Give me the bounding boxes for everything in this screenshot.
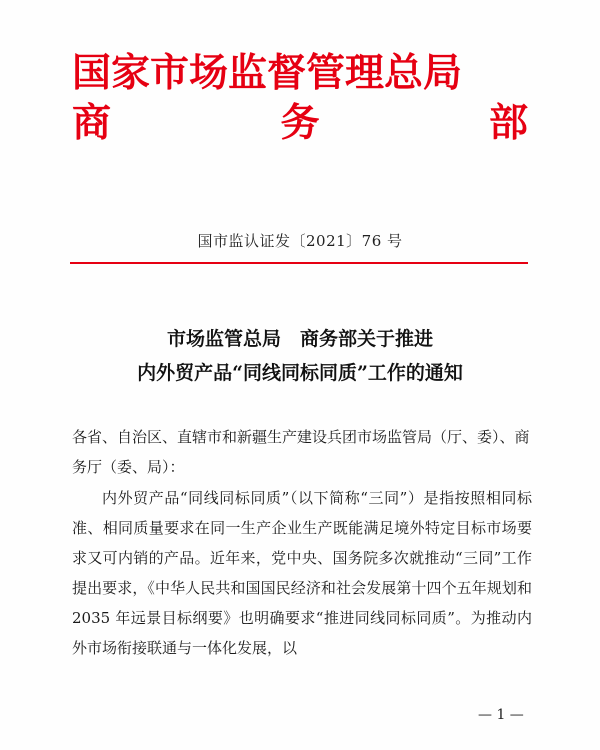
document-title-line1: 市场监管总局 商务部关于推进 [166,328,433,350]
issuer-name-samr-text: 国家市场监督管理总局 [72,50,463,96]
issuer-name-mofcom [72,100,528,146]
issuer-char: 部 [488,100,528,146]
page-number: — 1 — [478,707,524,723]
salutation: 各省、自治区、直辖市和新疆生产建设兵团市场监管局（厅、委）、商务厅（委、局）： [72,428,530,476]
issuer-char: 务 [280,100,320,146]
document-number: 国市监认证发〔2021〕76 号 [197,232,403,250]
red-separator-line [70,262,528,264]
document-title-line2: 内外贸产品“同线同标同质”工作的通知 [137,362,463,384]
issuer-char: 商 [72,100,112,146]
body-paragraph: 内外贸产品“同线同标同质”（以下简称“三同”）是指按照相同标准、相同质量要求在同一生产企业生产既能满足境外特定目标市场要求又可内销的产品。近年来，党中央、国务院多次就推动“三同”工作提出要求，《中华人民共和国国民经济和社会发展第十四个五年规划和 2035 年远景目标纲要》也明确要求“推进同线同标同质”。为推动内外市场衔接联通与一体化发展，以 [72,489,532,657]
issuer-name-samr [72,50,528,96]
